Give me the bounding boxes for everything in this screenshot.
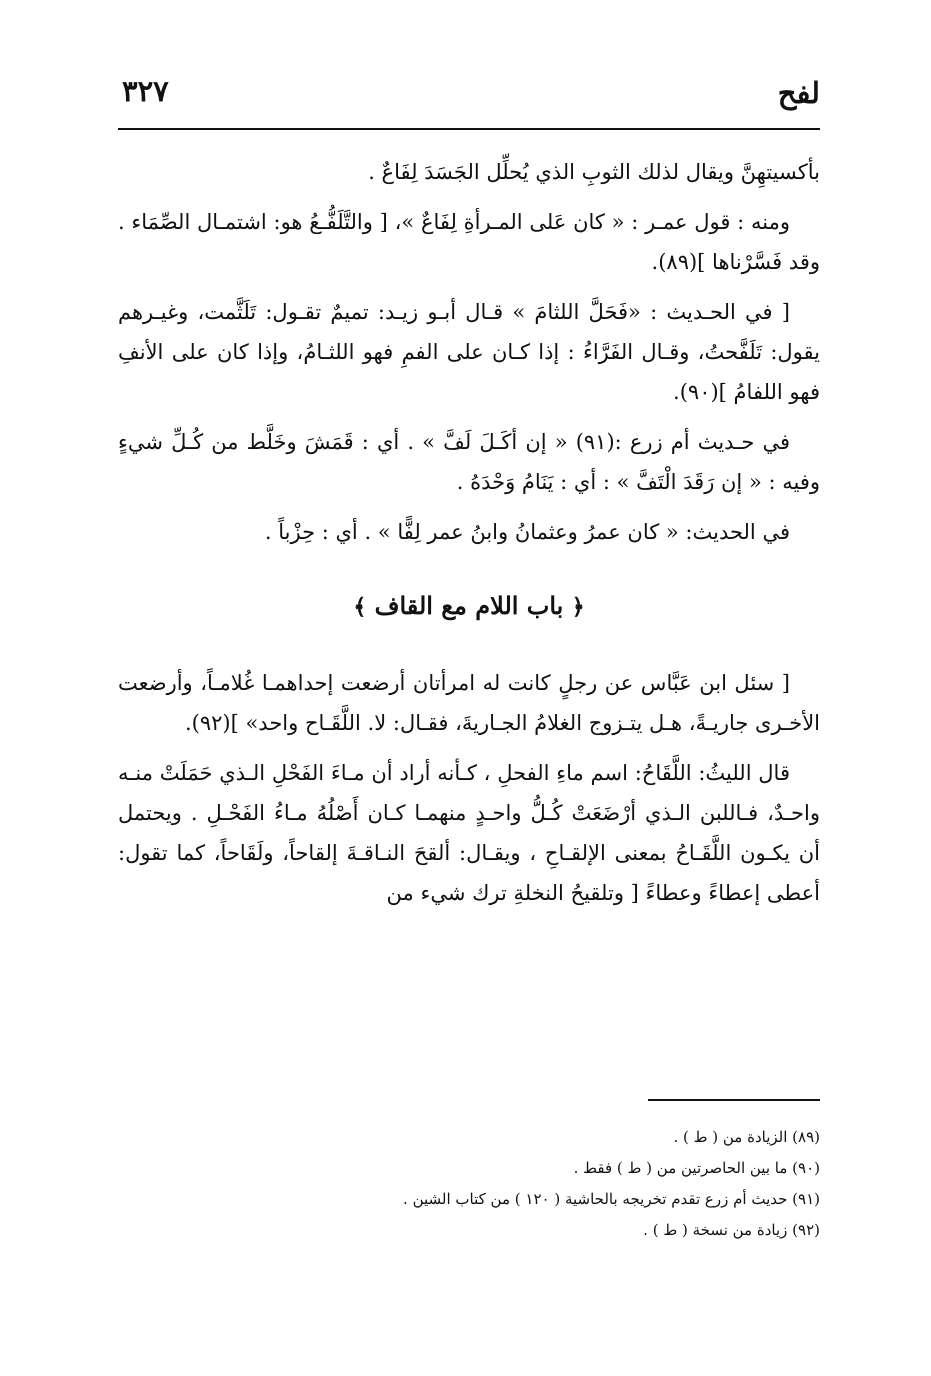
footnote: (٩١) حديث أم زرع تقدم تخريجه بالحاشية ( ١٢٠ ) من كتاب الشين .	[403, 1190, 820, 1208]
ornament-open: ﴿	[571, 594, 585, 620]
paragraph: في حـديث أم زرع :(٩١) « إن أكَـلَ لَفَّ » . أي : قَمَشَ وخَلَّط من كُـلِّ شيءٍ وفيه : « إن رَقَدَ الْتَفَّ » : أي : يَنَامُ وَحْدَهُ .	[118, 430, 820, 494]
footnote: (٩٠) ما بين الحاصرتين من ( ط ) فقط .	[573, 1159, 820, 1177]
paragraph: في الحديث: « كان عمرُ وعثمانُ وابنُ عمر لِفًّا » . أي : حِزْباً .	[264, 520, 790, 544]
paragraph: [ سئل ابن عَبَّاس عن رجلٍ كانت له امرأتان أرضعت إحداهمـا غُلامـاً، وأرضعت الأخـرى جاريـةً، هـل يتـزوج الغلامُ الجـاريةَ، فقـال: لا. اللَّقَـاح واحد» ](٩٢).	[118, 671, 820, 735]
page-number: ٣٢٧	[122, 74, 169, 108]
footnotes	[118, 1122, 820, 1246]
paragraph: قال الليثُ: اللَّقَاحُ: اسم ماءِ الفحلِ ، كـأنه أراد أن مـاءَ الفَحْلِ الـذي حَمَلَتْ منـه واحـدٌ، فـاللبن الـذي أرْضَعَتْ كُـلُّ واحـدٍ منهمـا كـان أَصْلُهُ مـاءُ الفَحْـلِ . ويحتمل أن يكـون اللَّقَـاحُ بمعنى الإلقـاحِ ، ويقـال: ألقحَ النـاقـةَ إلقاحاً، ولَقَاحاً، كما تقول: أعطى إعطاءً وعطاءً [ وتلقيحُ النخلةِ ترك شيء من	[118, 761, 820, 905]
footnote-rule	[648, 1099, 820, 1101]
running-head: لفح	[777, 76, 820, 110]
main-text	[118, 152, 820, 923]
page-header	[118, 68, 820, 124]
paragraph: بأكسيتهِنَّ ويقال لذلك الثوبِ الذي يُحلِّل الجَسَدَ لِفَاعٌ .	[368, 160, 820, 184]
footnote: (٨٩) الزيادة من ( ط ) .	[673, 1128, 820, 1146]
footnote: (٩٢) زيادة من نسخة ( ط ) .	[643, 1221, 820, 1239]
ornament-close: ﴾	[353, 594, 367, 620]
paragraph: [ في الحـديث : «فَحَلَّ اللثامَ » قـال أبـو زيـد: تميمٌ تقـول: تَلَثَّمت، وغيـرهم يقول: تَلَفَّحتُ، وقـال الفَرَّاءُ : إذا كـان على الفمِ فهو اللثـامُ، وإذا كان على الأنفِ فهو اللفامُ ](٩٠).	[118, 300, 820, 404]
section-heading	[118, 586, 820, 627]
section-title: باب اللام مع القاف	[374, 591, 564, 620]
header-rule	[118, 128, 820, 130]
paragraph: ومنه : قول عمـر : « كان عَلى المـرأةِ لِفَاعٌ »، [ والتَّلَفُّـعُ هو: اشتمـال الصِّمَاء . وقد فَسَّرْناها ](٨٩).	[118, 210, 820, 274]
